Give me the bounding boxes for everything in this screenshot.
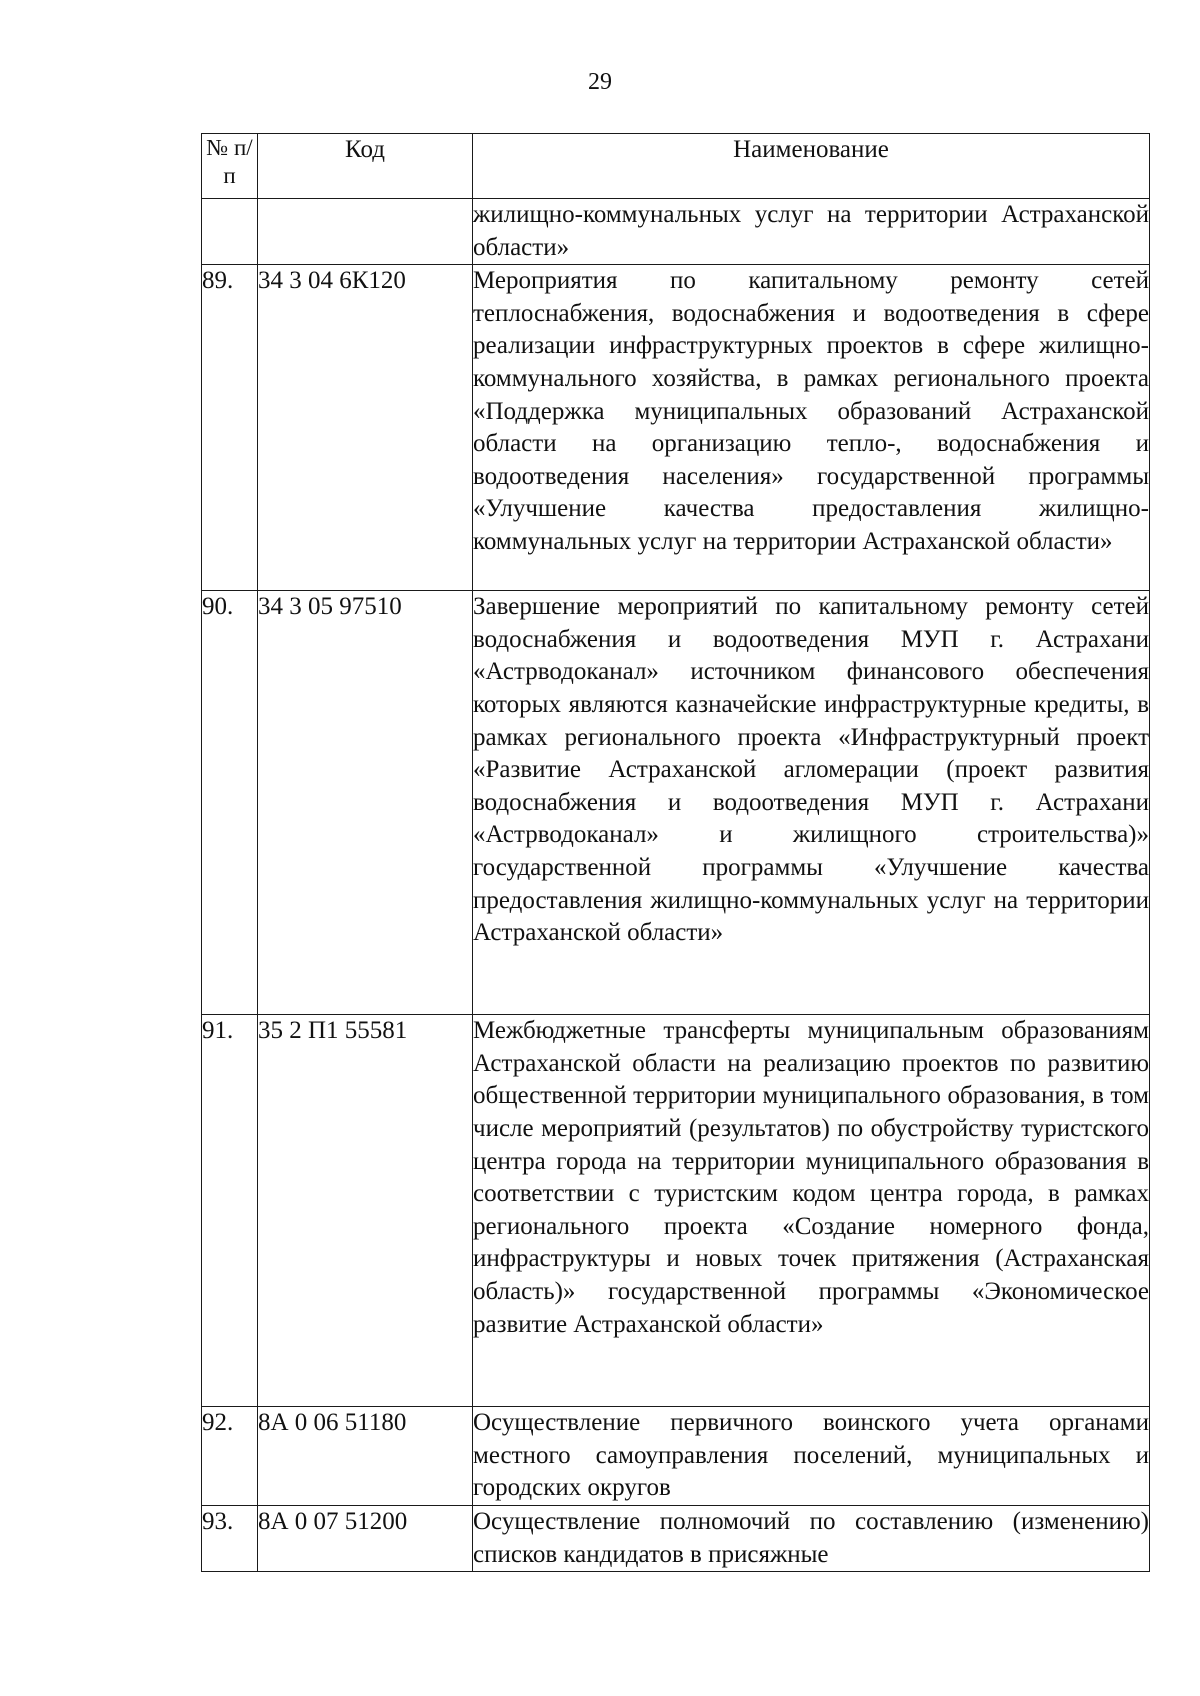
row-name: Осуществление первичного воинского учета органами местного самоуправления поселений, муниципальных и городских округов [473, 1407, 1150, 1506]
table-row [202, 199, 1150, 265]
row-code: 8А 0 06 51180 [258, 1407, 473, 1506]
row-code: 8А 0 07 51200 [258, 1505, 473, 1571]
code-table [201, 133, 1150, 1572]
row-number: 91. [202, 1015, 258, 1407]
row-name: Осуществление полномочий по составлению (изменению) списков кандидатов в присяжные [473, 1505, 1150, 1571]
row-number: 90. [202, 591, 258, 1015]
table-row [202, 591, 1150, 1015]
header-number: № п/п [202, 134, 258, 199]
table-header-row [202, 134, 1150, 199]
row-code: 34 3 05 97510 [258, 591, 473, 1015]
row-code: 35 2 П1 55581 [258, 1015, 473, 1407]
row-number [202, 199, 258, 265]
row-name: Завершение мероприятий по капитальному ремонту сетей водоснабжения и водоотведения МУП г. Астрахани «Астрводоканал» источником финансового обеспечения которых являются казначейские инфраструктурные кредиты, в рамках регионального проекта «Инфраструктурный проект «Развитие Астраханской агломерации (проект развития водоснабжения и водоотведения МУП г. Астрахани «Астрводоканал» и жилищного строительства)» государственной программы «Улучшение качества предоставления жилищно-коммунальных услуг на территории Астраханской области» [473, 591, 1150, 1015]
page-number: 29 [588, 69, 612, 95]
table-row [202, 1505, 1150, 1571]
row-name: Межбюджетные трансферты муниципальным образованиям Астраханской области на реализацию проектов по развитию общественной территории муниципального образования, в том числе мероприятий (результатов) по обустройству туристского центра города на территории муниципального образования в соответствии с туристским кодом центра города, в рамках регионального проекта «Создание номерного фонда, инфраструктуры и новых точек притяжения (Астраханская область)» государственной программы «Экономическое развитие Астраханской области» [473, 1015, 1150, 1407]
row-code [258, 199, 473, 265]
row-name: жилищно-коммунальных услуг на территории Астраханской области» [473, 199, 1150, 265]
table-row [202, 1407, 1150, 1506]
header-code: Код [258, 134, 473, 199]
table-row [202, 1015, 1150, 1407]
table-row [202, 265, 1150, 591]
row-number: 89. [202, 265, 258, 591]
row-number: 92. [202, 1407, 258, 1506]
row-name: Мероприятия по капитальному ремонту сетей теплоснабжения, водоснабжения и водоотведения в сфере реализации инфраструктурных проектов в сфере жилищно-коммунального хозяйства, в рамках регионального проекта «Поддержка муниципальных образований Астраханской области на организацию тепло-, водоснабжения и водоотведения населения» государственной программы «Улучшение качества предоставления жилищно-коммунальных услуг на территории Астраханской области» [473, 265, 1150, 591]
row-number: 93. [202, 1505, 258, 1571]
row-code: 34 3 04 6К120 [258, 265, 473, 591]
header-name: Наименование [473, 134, 1150, 199]
